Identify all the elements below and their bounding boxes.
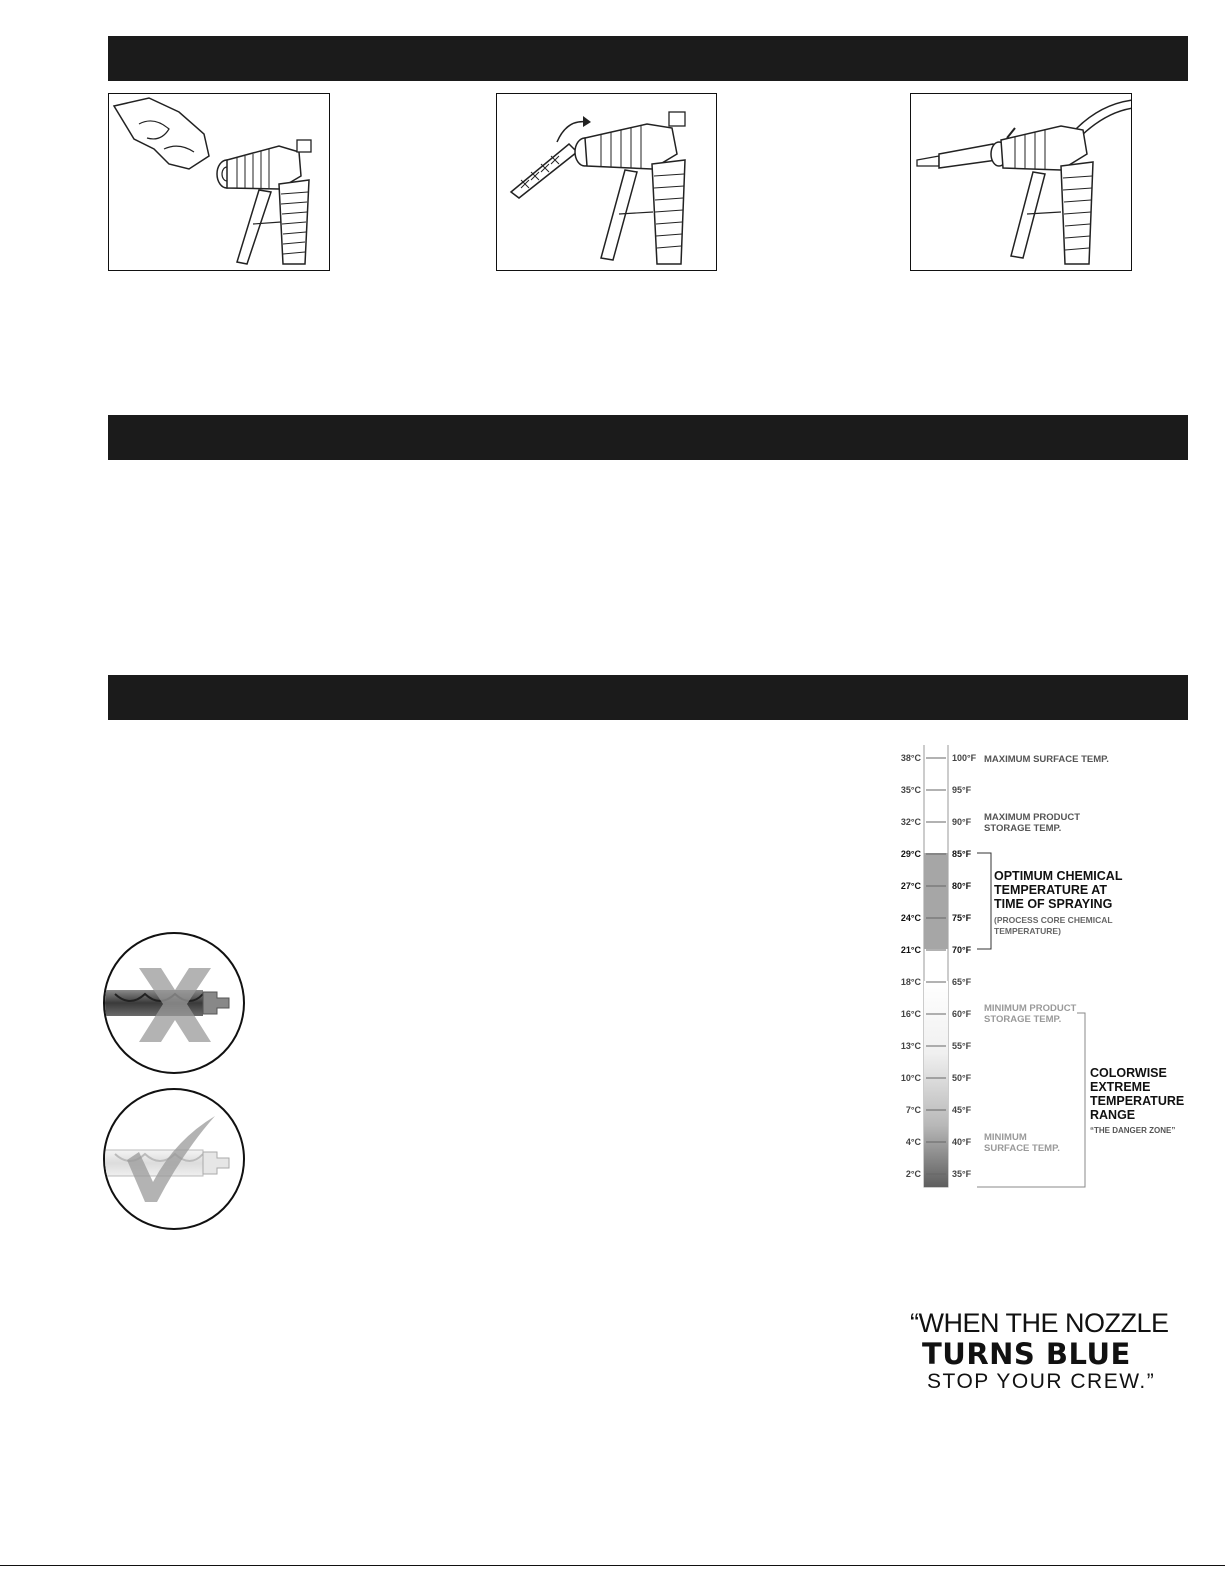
- colorwise-title-line3: TEMPERATURE: [1090, 1094, 1185, 1108]
- fahrenheit-tick-label: 60°F: [952, 1009, 972, 1019]
- illustration-wipe-nozzle: [108, 93, 330, 271]
- spray-gun-assembled-illustration: [911, 94, 1131, 270]
- section-header-bar-3: [108, 675, 1188, 720]
- celsius-tick-label: 29°C: [900, 849, 921, 859]
- clean-mixer-illustration: [105, 1090, 243, 1228]
- right-nozzle-badge: [103, 1088, 245, 1230]
- illustration-attach-nozzle: [496, 93, 717, 271]
- section-header-bar-1: [108, 36, 1188, 81]
- celsius-tick-label: 21°C: [900, 945, 921, 955]
- celsius-tick-label: 24°C: [900, 913, 921, 923]
- dirty-mixer-illustration: [105, 934, 243, 1072]
- min-storage-label-line1: MINIMUM PRODUCT: [984, 1003, 1077, 1014]
- fahrenheit-tick-label: 50°F: [952, 1073, 972, 1083]
- fahrenheit-tick-label: 35°F: [952, 1169, 972, 1179]
- slogan: [910, 1308, 1190, 1394]
- max-storage-label-line1: MAXIMUM PRODUCT: [984, 812, 1081, 823]
- celsius-tick-label: 16°C: [900, 1009, 921, 1019]
- slogan-line1: “WHEN THE NOZZLE: [910, 1308, 1169, 1338]
- max-storage-label-line2: STORAGE TEMP.: [984, 823, 1062, 834]
- optimum-subtitle-line2: TEMPERATURE): [994, 926, 1061, 936]
- colorwise-title-line1: COLORWISE: [1090, 1066, 1167, 1080]
- colorwise-title-line4: RANGE: [1090, 1108, 1136, 1122]
- celsius-tick-label: 10°C: [900, 1073, 921, 1083]
- celsius-tick-label: 18°C: [900, 977, 921, 987]
- optimum-title-line3: TIME OF SPRAYING: [994, 897, 1113, 911]
- footer-rule: [0, 1565, 1225, 1566]
- min-surface-label-line1: MINIMUM: [984, 1132, 1027, 1143]
- optimum-subtitle-line1: (PROCESS CORE CHEMICAL: [994, 915, 1113, 925]
- fahrenheit-tick-label: 90°F: [952, 817, 972, 827]
- fahrenheit-tick-label: 85°F: [952, 849, 972, 859]
- optimum-title-line1: OPTIMUM CHEMICAL: [994, 869, 1123, 883]
- spray-gun-attach-illustration: [497, 94, 716, 270]
- slogan-line3: STOP YOUR CREW.”: [927, 1370, 1156, 1393]
- illustration-assembled-gun: [910, 93, 1132, 271]
- celsius-tick-label: 38°C: [900, 753, 921, 763]
- celsius-tick-label: 32°C: [900, 817, 921, 827]
- fahrenheit-tick-label: 80°F: [952, 881, 972, 891]
- slogan-line2: TURNS BLUE: [922, 1337, 1131, 1371]
- optimum-title-line2: TEMPERATURE AT: [994, 883, 1107, 897]
- celsius-tick-label: 7°C: [905, 1105, 921, 1115]
- min-storage-label-line2: STORAGE TEMP.: [984, 1014, 1062, 1025]
- max-surface-label: MAXIMUM SURFACE TEMP.: [984, 754, 1109, 765]
- min-surface-label-line2: SURFACE TEMP.: [984, 1143, 1060, 1154]
- celsius-tick-label: 2°C: [905, 1169, 921, 1179]
- temperature-gauge: [895, 745, 1205, 1205]
- fahrenheit-tick-label: 40°F: [952, 1137, 972, 1147]
- celsius-tick-label: 4°C: [905, 1137, 921, 1147]
- fahrenheit-tick-label: 45°F: [952, 1105, 972, 1115]
- celsius-tick-label: 27°C: [900, 881, 921, 891]
- fahrenheit-tick-label: 55°F: [952, 1041, 972, 1051]
- spray-gun-wipe-illustration: [109, 94, 329, 270]
- fahrenheit-tick-label: 100°F: [952, 753, 977, 763]
- fahrenheit-tick-label: 95°F: [952, 785, 972, 795]
- celsius-tick-label: 13°C: [900, 1041, 921, 1051]
- colorwise-title-line2: EXTREME: [1090, 1080, 1151, 1094]
- wrong-nozzle-badge: [103, 932, 245, 1074]
- celsius-tick-label: 35°C: [900, 785, 921, 795]
- fahrenheit-tick-label: 75°F: [952, 913, 972, 923]
- fahrenheit-tick-label: 65°F: [952, 977, 972, 987]
- danger-zone-label: “THE DANGER ZONE”: [1090, 1126, 1176, 1135]
- section-header-bar-2: [108, 415, 1188, 460]
- fahrenheit-tick-label: 70°F: [952, 945, 972, 955]
